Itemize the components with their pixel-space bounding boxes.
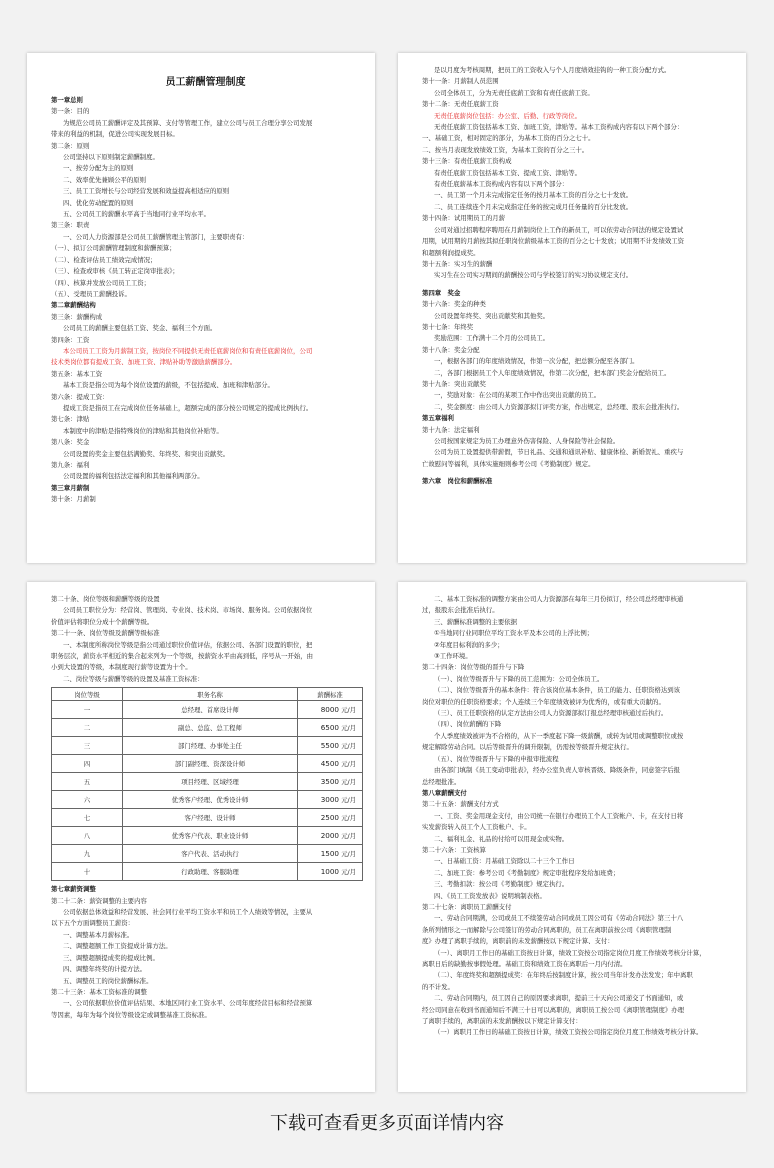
salary-cell	[298, 719, 363, 737]
text-line: 第二十六条：工资核算	[422, 845, 486, 854]
text-line: 第二十条、岗位等级和薪酬等级的设置	[51, 595, 160, 603]
text-line: 为规范公司员工薪酬评定及其预算、支付等管理工作，建立公司与员工合理分享公司发展	[63, 118, 313, 127]
text-line: （三）、检查或审核《员工转正定岗审批表》；	[51, 267, 179, 276]
salary-unit: 元/月	[341, 850, 356, 859]
text-line: 一、公司依据职位价值评估结果、本地区同行业工资水平、公司年度经营目标和经营预算	[63, 999, 313, 1008]
text-line: 第三条：职责	[51, 221, 90, 230]
salary-cell	[298, 755, 363, 773]
text-line: 二、调整超额工作工资提成计算方法。	[63, 942, 172, 951]
document-title: 员工薪酬管理制度	[165, 77, 246, 88]
job-title: 优秀客户经理、优秀设计师	[123, 791, 298, 809]
table-row	[52, 809, 363, 827]
text-line: 四、《员工工资发放表》说明填制表格。	[434, 891, 546, 900]
page-4-body	[422, 594, 731, 1039]
text-line: （五）、受理员工薪酬投诉。	[51, 289, 131, 298]
text-line: 本制度中的津贴是指特殊岗位的津贴和其他岗位补贴等。	[63, 426, 223, 435]
job-title: 副总、总监、总工程师	[123, 719, 298, 737]
document-page-1	[27, 53, 375, 563]
text-line: 一、按劳分配为主的原则	[63, 164, 134, 173]
salary-cell	[298, 773, 363, 791]
grade-level: 九	[52, 845, 123, 863]
text-line: 二、福利礼金、礼品的付给可以用现金或实物。	[434, 834, 569, 843]
text-line: 公司全体员工，分为无责任底薪工资和有责任底薪工资。	[434, 88, 594, 97]
text-line: 和超额利润提成奖。	[422, 248, 480, 257]
text-line: 有责任底薪基本工资构成内容有以下两个部分：	[434, 180, 569, 189]
chapter-heading: 第六章 岗位和薪酬标准	[422, 477, 493, 486]
grade-level: 一	[52, 701, 123, 719]
text-line: 五、调整员工的岗位薪酬标准。	[63, 976, 153, 985]
job-title: 客户代表、活动执行	[123, 845, 298, 863]
text-line: 一、日基础工资：月基础工资除以二十三个工作日	[434, 857, 575, 866]
salary-cell	[298, 827, 363, 845]
text-line: 经公司同意在收到书面通知后不满三十日可以离职的，离职员工按公司《离职管理制度》办理	[422, 1005, 685, 1014]
grade-level: 四	[52, 755, 123, 773]
chapter-heading: 第七章薪资调整	[51, 885, 96, 894]
text-line: 第三条：薪酬构成	[51, 312, 103, 321]
text-line: （三）、员工任职资格的认定方法由公司人力资源部拟订报总经理审核通过后执行。	[434, 709, 668, 718]
text-line: 第十四条：试用期员工的月薪	[422, 214, 506, 223]
text-line: 一、调整基本月薪标准。	[63, 930, 134, 939]
text-line: 基本工资是指公司为每个岗位设置的薪级，不包括提成、加班和津贴部分。	[63, 381, 274, 390]
chapter-heading: 第五章福利	[422, 414, 454, 423]
chapter-heading: 第三章月薪制	[51, 483, 90, 492]
text-line: 三、考勤扣款：按公司《考勤制度》规定执行。	[434, 880, 569, 889]
text-line: 一、基础工资，相对固定的部分，为基本工资的百分之七十。	[422, 134, 595, 143]
text-line: 三、薪酬标准调整的主要依据	[434, 617, 518, 626]
text-line: 离职日后的缺勤按事假处理。基础工资和绩效工资在离职后一月内付清。	[422, 960, 627, 968]
text-line: （一）、离职月工作日的基础工资按日计算，绩效工资按公司指定岗位月度工作绩效考核分计算，	[434, 948, 706, 957]
salary-grade-table	[51, 687, 363, 881]
table-row	[52, 863, 363, 881]
job-title: 部门副经理、资深设计师	[123, 755, 298, 773]
job-title: 优秀客户代表、职业设计师	[123, 827, 298, 845]
text-line: 公司对通过招聘程序聘用在月薪制岗位上工作的新员工，可以依劳动合同法的规定设置试	[434, 225, 684, 234]
salary-cell	[298, 701, 363, 719]
text-line: 二，奖金额度：由公司人力资源部拟订评奖方案，作出规定，总经理、股东会批准执行。	[434, 402, 684, 411]
text-line: 公司依据总体效益和经营发展、社会同行业平均工资水平和员工个人绩效等情况，主要从	[63, 908, 313, 917]
text-line: 四、调整年终奖的计提方法。	[63, 965, 147, 974]
text-line: 三、调整超额提成奖的提成比例。	[63, 953, 159, 962]
text-line: ③工作环境。	[434, 652, 472, 661]
text-line: 一、劳动合同期满，公司或员工不续签劳动合同或员工因公司有《劳动合同法》第三十八	[434, 914, 684, 923]
text-line: 一、员工第一个月未完成指定任务的按月基本工资的百分之七十发放。	[434, 191, 633, 200]
text-line: 小到大设置的等级，本制度现行薪等设置为十个。	[51, 663, 192, 672]
text-line: 第十六条：奖金的种类	[422, 300, 486, 309]
text-line: 公司坚持以下原则制定薪酬制度。	[63, 153, 159, 162]
text-line: 提成工资是指员工在完成岗位任务基础上，超额完成的部分按公司规定的提成比例执行。	[63, 403, 313, 412]
text-line: 由各部门填制《员工变动审批表》，经办公室负责人审核晋级、降级条件，同意签字后报	[434, 766, 681, 775]
text-line: 第十二条：无责任底薪工资	[422, 100, 499, 109]
text-line: 公司设置年终奖、突出贡献奖和其他奖。	[434, 311, 550, 320]
text-line: 第十七条：年终奖	[422, 322, 474, 331]
chapter-heading: 第二章薪酬结构	[51, 301, 96, 310]
text-line: （二）、岗位等级晋升的基本条件：符合该岗位基本条件，员工的能力、任职资格达到该	[434, 686, 681, 695]
salary-cell	[298, 845, 363, 863]
text-line: 二、岗位等级与薪酬等级的设置及基准工资标准：	[63, 674, 204, 683]
text-line: 公司设置的福利包括法定福利和其他福利两部分。	[63, 472, 204, 481]
table-row	[52, 791, 363, 809]
text-line: 本公司员工工资为月薪制工资，按岗位不同提供无责任底薪岗位和有责任底薪岗位，公司	[63, 346, 313, 355]
salary-amount: 1000	[320, 867, 340, 877]
text-line: 第十八条：奖金分配	[422, 345, 480, 354]
salary-cell	[298, 737, 363, 755]
text-line: 技术类岗位都有提成工资、加班工资、津贴补助等激励薪酬部分。	[51, 358, 237, 367]
text-line: 第二十七条：离职员工薪酬支付	[422, 902, 512, 911]
text-line: 过，报股东会批准后执行。	[422, 606, 499, 615]
header-level: 岗位等级	[52, 688, 123, 701]
text-line: 实发薪资转入员工个人工资帐户、卡。	[422, 823, 531, 832]
text-line: 带来的利益的机制，促进公司实现发展目标。	[51, 130, 179, 139]
text-line: 一，根据各部门的年度绩效情况，作第一次分配，把总额分配至各部门。	[434, 357, 639, 366]
text-line: 了离职手续的，离职前的未发薪酬按以下规定计算支付：	[422, 1017, 582, 1026]
page-3-top-text	[51, 594, 363, 685]
salary-unit: 元/月	[341, 724, 356, 733]
text-line: 五、公司员工的薪酬水平高于当地同行业平均水平。	[63, 210, 210, 219]
page-3-bottom-text	[51, 884, 363, 1021]
text-line: ②年度目标利润的多少；	[434, 640, 504, 649]
text-line: 岗位对职位的任职资格要求；个人连续三个年度绩效被评为优秀的，或有重大贡献的。	[422, 697, 665, 706]
document-page-3	[27, 582, 375, 1092]
table-row	[52, 845, 363, 863]
text-line: 一、本制度所称岗位等级是指公司通过职位价值评估，依据公司、各部门设置的职位，把	[63, 640, 313, 649]
text-line: 总经理批准。	[422, 777, 461, 786]
text-line: 第二十三条：基本工资标准的调整	[51, 987, 147, 996]
text-line: （四）、核算并发放公司员工工资；	[51, 278, 151, 287]
table-row	[52, 719, 363, 737]
text-line: 二、劳动合同期内，员工因自己的原因要求离职，提前三十天向公司递交了书面通知，或	[434, 994, 684, 1003]
salary-unit: 元/月	[341, 706, 356, 715]
job-title: 行政助理、客服助理	[123, 863, 298, 881]
salary-amount: 3500	[320, 777, 340, 787]
job-title: 项目经理、区域经理	[123, 773, 298, 791]
text-line: 第二条：原则	[51, 141, 90, 150]
table-row	[52, 827, 363, 845]
salary-amount: 2500	[320, 813, 340, 823]
text-line: 公司设置的奖金主要包括满勤奖、年终奖、和突出贡献奖。	[63, 449, 230, 458]
text-line: 无责任底薪岗位包括：办公室、后勤、行政等岗位。	[434, 111, 581, 120]
salary-amount: 3000	[320, 795, 340, 805]
text-line: 规定解除劳动合同。以后等级晋升的调升限制，仍需按等级晋升规定执行。	[422, 743, 633, 752]
job-title: 部门经理、办事处主任	[123, 737, 298, 755]
text-line: 二、效率优先兼顾公平的原则	[63, 175, 147, 184]
table-row	[52, 701, 363, 719]
salary-cell	[298, 791, 363, 809]
text-line: 有责任底薪工资包括基本工资、提成工资、津贴等。	[434, 168, 581, 177]
text-line: 第八条：奖金	[51, 438, 90, 447]
text-line: 二、基本工资标准的调整方案由公司人力资源部在每年三月份拟订，经公司总经理审核通	[434, 595, 684, 603]
table-row	[52, 755, 363, 773]
text-line: 公司为员工设置提供带薪假，节日礼品、交通和通讯补贴、健康体检、新婚贺礼、重疾与	[434, 448, 684, 457]
table-row	[52, 737, 363, 755]
text-line: 公司员工的薪酬主要包括工资、奖金、福利三个方面。	[63, 324, 217, 333]
salary-cell	[298, 809, 363, 827]
text-line: 第十九条：法定福利	[422, 425, 480, 434]
text-line: 无责任底薪工资包括基本工资、加班工资，津贴等。基本工资构成内容有以下两个部分：	[434, 123, 684, 132]
salary-amount: 6500	[320, 723, 340, 733]
text-line: 一，奖励对象：在公司的某项工作中作出突出贡献的员工。	[434, 391, 601, 400]
salary-amount: 5500	[320, 741, 340, 751]
salary-amount: 8000	[320, 705, 340, 715]
text-line: 第九条：福利	[51, 461, 90, 469]
grade-level: 五	[52, 773, 123, 791]
text-line: 第十三条：有责任底薪工资构成	[422, 157, 512, 166]
chapter-heading: 第四章 奖金	[422, 288, 461, 297]
document-page-4	[398, 582, 746, 1092]
text-line: 公司员工职位分为：经营岗、管理岗、专业岗、技术岗、市场岗、服务岗。公司依据岗位	[63, 606, 313, 615]
text-line: 第五条：基本工资	[51, 369, 103, 378]
text-line: 二、加班工资：参考公司《考勤制度》规定审批程序发给加班费；	[434, 868, 620, 877]
text-line: 第二十五条：薪酬支付方式	[422, 800, 499, 809]
text-line: 个人季度绩效被评为不合格的，从下一季度起下降一级薪酬，或转为试用或调整职位或按	[434, 731, 684, 740]
grade-level: 八	[52, 827, 123, 845]
text-line: 第二十二条：薪资调整的主要内容	[51, 896, 147, 905]
page-1-body	[51, 95, 360, 506]
text-line: 第十九条：突出贡献奖	[422, 379, 486, 388]
text-line: 一、工资、奖金用现金支付，由公司统一在银行办理员工个人工资帐户、卡，在支付日将	[434, 811, 684, 820]
text-line: 第十一条：月薪制人员范围	[422, 77, 499, 86]
text-line: 第二十四条：岗位等级的晋升与下降	[422, 663, 525, 672]
salary-unit: 元/月	[341, 832, 356, 841]
grade-level: 七	[52, 809, 123, 827]
text-line: 第四条：工资	[51, 335, 90, 344]
text-line: ①当地同行业同职位平均工资水平及本公司的上浮比例；	[434, 629, 594, 638]
text-line: 等因素，每年为每个岗位等级设定或调整基准工资标准。	[51, 1010, 211, 1019]
text-line: 三、员工工资增长与公司经营发展和效益提高相适应的原则	[63, 187, 230, 196]
text-line: 二，各部门根据员工个人年度绩效情况，作第二次分配，把本部门奖金分配给员工。	[434, 368, 671, 377]
salary-grade-rows	[52, 701, 363, 881]
text-line: 二、员工连续连个月未完成指定任务的按完成月任务量的百分比发放。	[434, 202, 633, 211]
text-line: 第十五条：实习生的薪酬	[422, 259, 493, 268]
salary-cell	[298, 863, 363, 881]
text-line: 第七条：津贴	[51, 415, 90, 424]
text-line: 第一条：目的	[51, 107, 90, 116]
chapter-heading: 第一章总则	[51, 96, 83, 104]
chapter-heading: 第八章薪酬支付	[422, 788, 467, 797]
text-line: （四）、岗位薪酬的下降	[434, 720, 502, 729]
text-line: （一）、岗位等级晋升与下降的员工范围为：公司全体员工。	[434, 674, 604, 683]
text-line: （一）离职月工作日的基础工资按日计算，绩效工资按公司指定岗位月度工作绩效考核分计算。	[434, 1028, 703, 1037]
text-line: 第二十一条、岗位等级及薪酬等级标准	[51, 629, 160, 638]
header-title: 职务名称	[123, 688, 298, 701]
text-line: 职务层次，薪资水平相近的集合起来列为一个等级，按薪资水平由高到低，序号从一开始，由	[51, 652, 314, 661]
table-row	[52, 773, 363, 791]
salary-amount: 4500	[320, 759, 340, 769]
text-line: 公司按国家规定为员工办理意外伤害保险、人身保险等社会保险。	[434, 437, 620, 445]
text-line: 的不计发。	[422, 982, 454, 991]
salary-amount: 1500	[320, 849, 340, 859]
text-line: 实习生在公司实习期间的薪酬按公司与学校签订的实习协议规定支付。	[434, 271, 633, 280]
grade-level: 六	[52, 791, 123, 809]
salary-unit: 元/月	[341, 868, 356, 877]
job-title: 客户经理、设计师	[123, 809, 298, 827]
salary-unit: 元/月	[341, 814, 356, 823]
text-line: 奖励范围：工作满十二个月的公司员工。	[434, 334, 550, 343]
grade-level: 十	[52, 863, 123, 881]
salary-unit: 元/月	[341, 796, 356, 805]
table-header-row	[52, 688, 363, 701]
salary-amount: 2000	[320, 831, 340, 841]
job-title: 总经理、首席设计师	[123, 701, 298, 719]
grade-level: 二	[52, 719, 123, 737]
text-line: （二）、年度终奖和超额提成奖：在年终后按制度计算，按公司当年计发办法发发；年中离职	[434, 971, 693, 980]
salary-unit: 元/月	[341, 778, 356, 787]
text-line: 条所列情形之一而解除与公司签订的劳动合同离职的，员工在离职前按公司《离职管理制	[422, 925, 672, 934]
text-line: （一）、拟订公司薪酬管理制度和薪酬预算；	[51, 244, 176, 253]
text-line: 是以月度为考核周期，把员工的工资收入与个人月度绩效挂钩的一种工资分配方式。	[434, 66, 671, 74]
grade-level: 三	[52, 737, 123, 755]
header-salary: 薪酬标准	[298, 688, 363, 701]
text-line: （二）、检查评估员工绩效完成情况；	[51, 255, 157, 264]
text-line: 第十条：月薪制	[51, 495, 96, 504]
text-line: 亡故慰问等福利，具体实施细则参考公司《考勤制度》规定。	[422, 459, 595, 468]
text-line: 四、优化劳动配置的原则	[63, 198, 134, 207]
text-line: 度》办理了离职手续的，离职前的未发薪酬按以下规定计算、支付：	[422, 937, 614, 946]
text-line: 用期，试用期的月薪按其拟任职岗位薪级基本工资的百分之七十发放；试用期不计发绩效工资	[422, 237, 685, 246]
text-line: 一、公司人力资源部是公司员工薪酬管理主管部门，主要职责有：	[63, 232, 249, 241]
text-line: （五）、岗位等级晋升与下降的申报审批流程	[434, 754, 559, 763]
download-prompt: 下载可查看更多页面详情内容	[270, 1113, 504, 1134]
document-page-2	[398, 53, 746, 563]
text-line: 以下五个方面调整员工薪资：	[51, 919, 135, 928]
text-line: 第六条：提成工资：	[51, 392, 109, 401]
text-line: 二、按当月表现发放绩效工资，为基本工资的百分之三十。	[422, 145, 589, 154]
salary-unit: 元/月	[341, 760, 356, 769]
text-line: 价值评估将职位分成十个薪酬等级。	[51, 617, 154, 626]
page-2-body	[422, 65, 731, 488]
salary-unit: 元/月	[341, 742, 356, 751]
